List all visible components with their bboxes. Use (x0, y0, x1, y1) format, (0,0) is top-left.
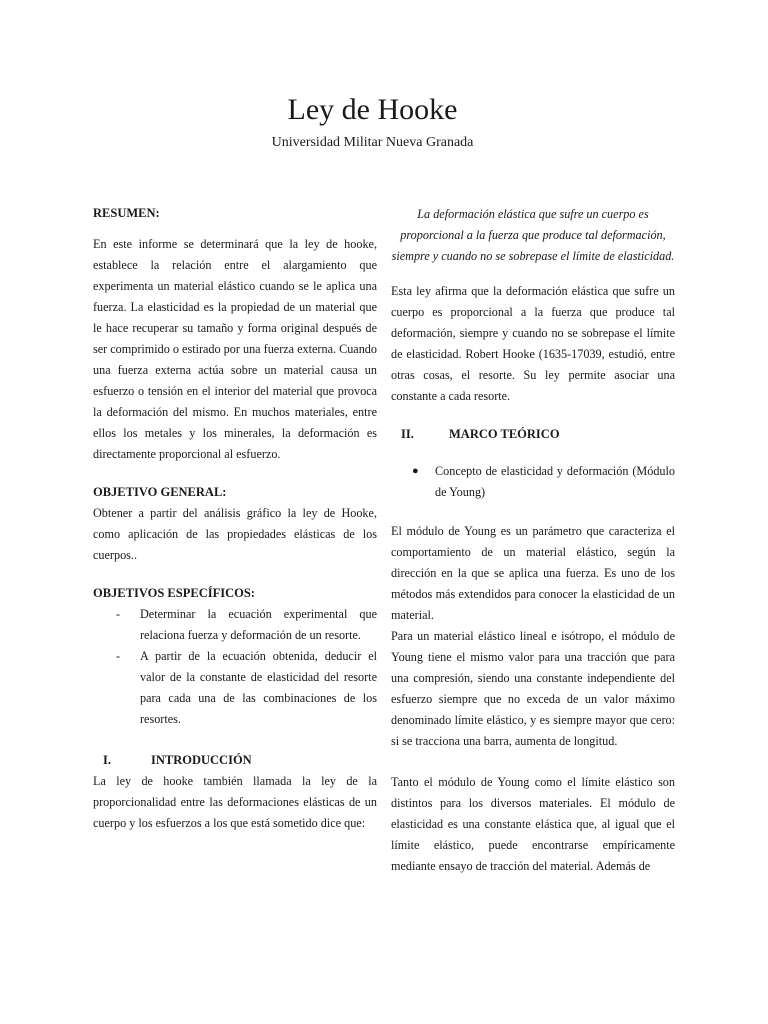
list-item-text: A partir de la ecuación obtenida, deducir el valor de la constante de elasticidad del resorte para cada una de las combinaciones de los resortes. (140, 649, 377, 726)
right-column (391, 204, 675, 877)
introduccion-heading (93, 751, 377, 769)
objetivo-general-heading: OBJETIVO GENERAL: (93, 485, 227, 499)
document-subtitle: Universidad Militar Nueva Granada (271, 135, 474, 150)
objetivos-especificos-list (93, 604, 377, 730)
right-paragraph-4: Tanto el módulo de Young como el límite elástico son distintos para los diversos materiales. El módulo de elasticidad es una constante elástica que, al igual que el límite elástico, puede encontrarse empíricamente mediante ensayo de tracción del material. Además de (391, 775, 675, 873)
section-title: MARCO TEÓRICO (449, 427, 560, 441)
dash-marker: - (116, 607, 121, 621)
resumen-text: En este informe se determinará que la ley de hooke, establece la relación entre el alargamiento que experimenta un material elástico cuando se le aplica una fuerza. La elasticidad es la propiedad de un material que le hace recuperar su tamaño y forma original después de ser comprimido o estirado por una fuerza externa. Cuando una fuerza externa actúa sobre un material causa un esfuerzo o tensión en el interior del material que provoca la deformación del mismo. En muchos materiales, entre ellos los metales y los minerales, la deformación es directamente proporcional al esfuerzo. (93, 237, 377, 461)
section-number: I. (103, 753, 111, 767)
bullet-item (391, 461, 675, 503)
right-paragraph-1: Esta ley afirma que la deformación elástica que sufre un cuerpo es proporcional a la fuerza que produce tal deformación, siempre y cuando no se sobrepase el límite de elasticidad. Robert Hooke (1635-17039, estudió, entre otras cosas, el resorte. Su ley permite asociar una constante a cada resorte. (391, 284, 675, 403)
introduccion-text: La ley de hooke también llamada la ley de la proporcionalidad entre las deformaciones elásticas de un cuerpo y los esfuerzos a los que está sometido dice que: (93, 774, 377, 830)
section-number: II. (401, 427, 414, 441)
document-title: Ley de Hooke (287, 93, 458, 126)
bullet-text: Concepto de elasticidad y deformación (Módulo de Young) (435, 464, 675, 499)
objetivos-especificos-heading: OBJETIVOS ESPECÍFICOS: (93, 586, 255, 600)
list-item (93, 646, 377, 730)
resumen-heading: RESUMEN: (93, 206, 160, 220)
right-paragraph-2: El módulo de Young es un parámetro que caracteriza el comportamiento de un material elástico, según la dirección en la que se aplica una fuerza. Es uno de los métodos más extendidos para conocer la elasticidad de un material. (391, 524, 675, 622)
list-item-text: Determinar la ecuación experimental que relaciona fuerza y deformación de un resorte. (140, 607, 377, 642)
list-item (93, 604, 377, 646)
left-column (93, 204, 377, 834)
marco-teorico-heading (391, 425, 675, 443)
dash-marker: - (116, 649, 121, 663)
objetivo-general-text: Obtener a partir del análisis gráfico la ley de Hooke, como aplicación de las propiedades elásticas de los cuerpos.. (93, 506, 377, 562)
section-title: INTRODUCCIÓN (151, 753, 252, 767)
bullet-icon: ● (412, 465, 419, 477)
hooke-law-quote: La deformación elástica que sufre un cuerpo es proporcional a la fuerza que produce tal deformación, siempre y cuando no se sobrepase el límite de elasticidad. (391, 207, 675, 263)
right-paragraph-3: Para un material elástico lineal e isótropo, el módulo de Young tiene el mismo valor para una tracción que para una compresión, siendo una constante independiente del esfuerzo siempre que no exceda de un valor máximo denominado límite elástico, y es siempre mayor que cero: si se tracciona una barra, aumenta de longitud. (391, 629, 675, 748)
